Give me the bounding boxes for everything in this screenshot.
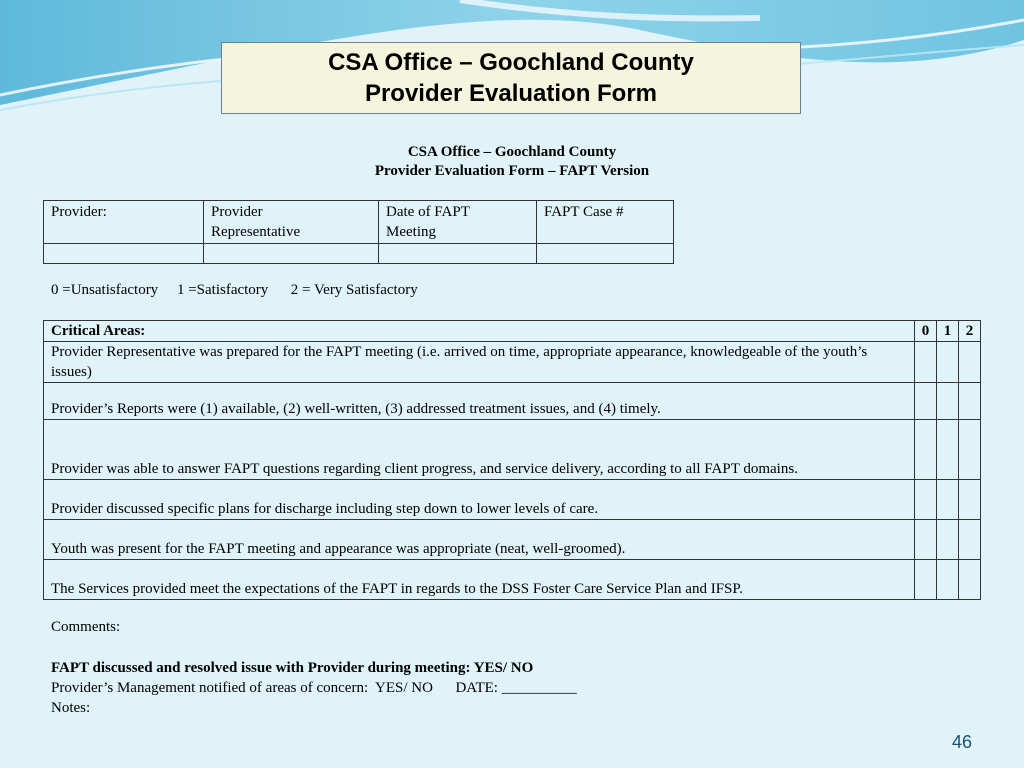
score-cell[interactable] bbox=[937, 520, 959, 560]
critical-areas-table bbox=[43, 320, 981, 600]
critical-item: Youth was present for the FAPT meeting and appearance was appropriate (neat, well-groomed). bbox=[44, 520, 915, 560]
provider-rep-header-line2: Representative bbox=[211, 224, 301, 240]
critical-item: Provider discussed specific plans for discharge including step down to lower levels of care. bbox=[44, 480, 915, 520]
fapt-case-cell[interactable] bbox=[537, 244, 674, 264]
footer-notes-section bbox=[51, 658, 577, 718]
score-cell[interactable] bbox=[959, 520, 981, 560]
score-cell[interactable] bbox=[959, 342, 981, 383]
provider-header: Provider: bbox=[44, 201, 204, 244]
score-cell[interactable] bbox=[959, 560, 981, 600]
form-heading-line1: CSA Office – Goochland County bbox=[407, 144, 617, 160]
score-col-2-header: 2 bbox=[959, 321, 981, 342]
score-cell[interactable] bbox=[959, 383, 981, 420]
management-notified-line: Provider’s Management notified of areas of concern: YES/ NO DATE: __________ bbox=[51, 680, 577, 696]
slide-title-line2: Provider Evaluation Form bbox=[364, 80, 658, 107]
fapt-discussed-line: FAPT discussed and resolved issue with Provider during meeting: YES/ NO bbox=[51, 660, 534, 676]
score-col-0-header: 0 bbox=[915, 321, 937, 342]
fapt-date-header-line1: Date of FAPT bbox=[386, 204, 470, 220]
score-cell[interactable] bbox=[915, 480, 937, 520]
score-cell[interactable] bbox=[937, 383, 959, 420]
notes-label: Notes: bbox=[51, 700, 91, 716]
score-cell[interactable] bbox=[937, 342, 959, 383]
rating-scale-legend bbox=[51, 282, 418, 299]
provider-rep-header-line1: Provider bbox=[211, 204, 263, 220]
score-cell[interactable] bbox=[959, 480, 981, 520]
score-cell[interactable] bbox=[937, 560, 959, 600]
scale-0: 0 =Unsatisfactory bbox=[51, 282, 159, 298]
comments-label: Comments: bbox=[51, 619, 121, 635]
score-cell[interactable] bbox=[937, 480, 959, 520]
fapt-case-header: FAPT Case # bbox=[537, 201, 674, 244]
provider-rep-header bbox=[204, 201, 379, 244]
score-cell[interactable] bbox=[915, 420, 937, 480]
critical-item: Provider was able to answer FAPT questions regarding client progress, and service delivery, according to all FAPT domains. bbox=[44, 420, 915, 480]
critical-areas-header: Critical Areas: bbox=[44, 321, 915, 342]
critical-item: The Services provided meet the expectations of the FAPT in regards to the DSS Foster Care Service Plan and IFSP. bbox=[44, 560, 915, 600]
score-cell[interactable] bbox=[959, 420, 981, 480]
critical-item: Provider’s Reports were (1) available, (2) well-written, (3) addressed treatment issues, and (4) timely. bbox=[44, 383, 915, 420]
score-cell[interactable] bbox=[915, 383, 937, 420]
score-cell[interactable] bbox=[915, 520, 937, 560]
scale-1: 1 =Satisfactory bbox=[176, 282, 269, 298]
provider-info-table bbox=[43, 200, 674, 264]
fapt-date-cell[interactable] bbox=[379, 244, 537, 264]
form-heading bbox=[330, 143, 694, 181]
slide-title-line1: CSA Office – Goochland County bbox=[328, 49, 694, 76]
score-cell[interactable] bbox=[915, 560, 937, 600]
form-heading-line2: Provider Evaluation Form – FAPT Version bbox=[374, 163, 650, 179]
score-cell[interactable] bbox=[937, 420, 959, 480]
page-number: 46 bbox=[951, 732, 973, 752]
fapt-date-header-line2: Meeting bbox=[386, 224, 436, 240]
score-cell[interactable] bbox=[915, 342, 937, 383]
score-col-1-header: 1 bbox=[937, 321, 959, 342]
slide-title-box bbox=[221, 42, 801, 114]
provider-rep-cell[interactable] bbox=[204, 244, 379, 264]
critical-item: Provider Representative was prepared for the FAPT meeting (i.e. arrived on time, appropriate appearance, knowledgeable of the youth’s issues) bbox=[44, 342, 915, 383]
scale-2: 2 = Very Satisfactory bbox=[290, 282, 418, 298]
fapt-date-header bbox=[379, 201, 537, 244]
provider-cell[interactable] bbox=[44, 244, 204, 264]
